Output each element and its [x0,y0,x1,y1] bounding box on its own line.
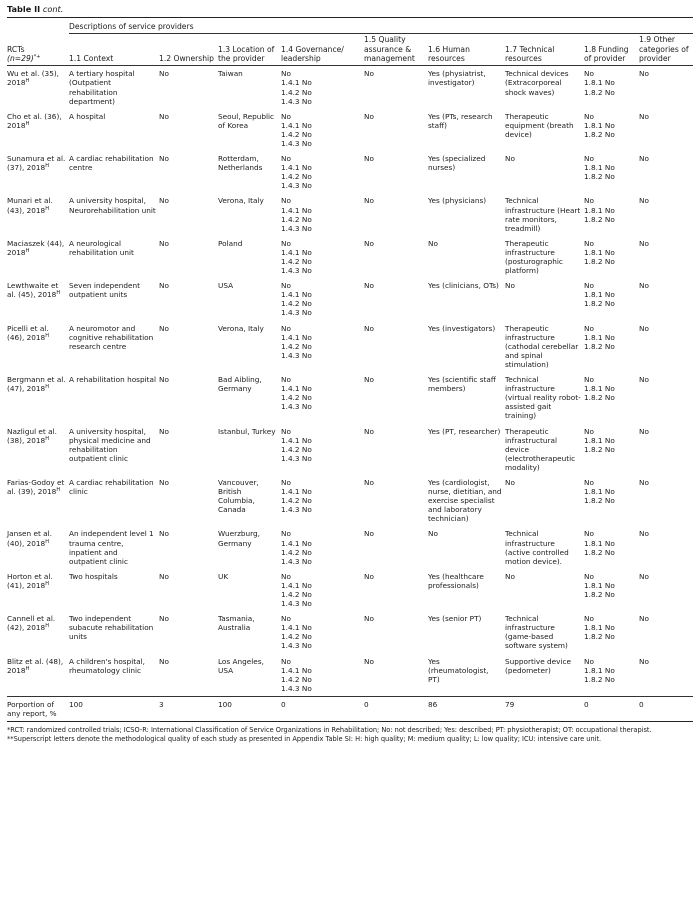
funding-item: No [584,323,594,333]
governance-cell [281,109,364,151]
governance-item: No [281,529,291,539]
funding-item: No [584,529,594,539]
table-row [7,109,693,151]
funding-cell [584,193,639,235]
quality-cell: No [364,196,374,206]
service-providers-table [7,18,693,722]
human-resources-cell: Yes (physiatrist, investigator) [428,69,486,88]
governance-item: 1.4.3 No [281,138,312,148]
governance-cell [281,424,364,475]
funding-item: No [584,154,594,164]
totals-row: Porportion of any report, % 100 3 100 0 0 86 79 0 0 [7,696,693,721]
governance-item: 1.4.1 No [281,538,312,548]
governance-item: No [281,477,291,487]
governance-item: 1.4.2 No [281,129,312,139]
table-body [7,66,693,697]
funding-item: 1.8.2 No [584,590,615,599]
table-row [7,654,693,697]
table-row [7,475,693,526]
funding-item: No [584,281,594,291]
governance-item: No [281,238,291,248]
ownership-cell: No [159,571,169,581]
quality-cell: No [364,238,374,248]
governance-item: 1.4.3 No [281,556,312,566]
table-row [7,278,693,320]
funding-item: 1.8.2 No [584,87,615,97]
quality-grade: H [25,120,30,127]
funding-cell [584,475,639,526]
governance-item: 1.4.2 No [281,547,312,557]
col-ownership: 1.2 Ownership [159,34,218,66]
quality-grade: H [45,205,49,212]
table-page [7,0,693,743]
col-human-resources: 1.6 Human resources [428,34,505,66]
study-cell: Horton et al. (41), $2018^H$ [7,571,53,590]
col-location: 1.3 Location of the provider [218,34,281,66]
ownership-cell: No [159,111,169,121]
study-cell: Maciaszek (44), $2018^H$ [7,238,65,257]
governance-item: No [281,154,291,164]
table-row [7,372,693,423]
governance-item: 1.4.2 No [281,632,312,642]
technical-resources-cell: No [505,477,515,487]
governance-item: 1.4.2 No [281,341,312,351]
governance-item: 1.4.2 No [281,172,312,182]
governance-cell [281,236,364,278]
context-cell: A university hospital, Neurorehabilitation unit [69,196,156,215]
governance-item: 1.4.2 No [281,674,312,684]
funding-item: No [584,238,594,248]
funding-item: No [584,111,594,121]
funding-item: 1.8.1 No [584,205,615,215]
governance-item: No [281,656,291,666]
governance-cell [281,654,364,697]
quality-grade: H [45,384,49,391]
quality-cell: No [364,571,374,581]
table-row [7,424,693,475]
funding-item: 1.8.1 No [584,538,615,548]
technical-resources-cell: Therapeutic infrastructure (posturographic platform) [505,238,563,276]
technical-resources-cell: No [505,154,515,164]
location-cell: UK [218,571,229,581]
funding-cell [584,109,639,151]
governance-item: 1.4.2 No [281,393,312,403]
governance-item: 1.4.1 No [281,487,312,497]
quality-grade: H [45,163,49,170]
ownership-cell: No [159,656,169,666]
location-cell: Rotterdam, Netherlands [218,154,263,173]
quality-cell: No [364,477,374,487]
context-cell: An independent level 1 trauma centre, inpatient and outpatient clinic [69,529,154,566]
funding-item: No [584,571,594,581]
col-technical-resources: 1.7 Technical resources [505,34,584,66]
ownership-cell: No [159,614,169,624]
governance-item: 1.4.3 No [281,641,312,651]
study-cell: Cannell et al. (42), $2018^H$ [7,614,56,633]
other-cell: No [639,69,649,79]
funding-item: No [584,69,594,79]
footnote: *RCT: randomized controlled trials; ICSO-R: International Classification of Service Organizations in Rehabilitation; No: not described; Yes: described; PT: physiotherapist; OT: occupational therapist. [7,726,652,735]
governance-cell [281,475,364,526]
funding-item: 1.8.2 No [584,172,615,182]
governance-cell [281,151,364,193]
funding-item: 1.8.1 No [584,435,615,445]
col-context: 1.1 Context [69,34,159,66]
human-resources-cell: Yes (cardiologist, nurse, dietitian, and exercise specialist and laboratory technician) [428,477,502,524]
human-resources-cell: Yes (investigators) [428,323,496,333]
quality-grade: H [45,332,49,339]
funding-item: 1.8.2 No [584,341,615,351]
context-cell: A tertiary hospital (Outpatient rehabilitation department) [69,69,135,106]
quality-grade: H [25,247,30,254]
study-cell: Cho et al. (36), $2018^H$ [7,111,62,130]
study-cell: Bergmann et al. (47), $2018^H$ [7,375,66,394]
other-cell: No [639,238,649,248]
governance-item: 1.4.3 No [281,308,312,318]
technical-resources-cell: Technical infrastructure (virtual reality robot-assisted gait training) [505,375,581,421]
governance-item: No [281,323,291,333]
other-cell: No [639,571,649,581]
technical-resources-cell: No [505,281,515,291]
other-cell: No [639,477,649,487]
funding-cell [584,526,639,568]
table-row [7,193,693,235]
human-resources-cell: Yes (scientific staff members) [428,375,496,394]
funding-cell [584,569,639,611]
context-cell: Seven independent outpatient units [69,281,140,300]
technical-resources-cell: Therapeutic infrastructure (cathodal cerebellar and spinal stimulation) [505,323,579,369]
governance-item: No [281,69,291,79]
funding-item: 1.8.1 No [584,120,615,130]
funding-item: No [584,375,594,385]
governance-item: No [281,426,291,436]
governance-item: 1.4.1 No [281,435,312,445]
col-other: 1.9 Other categories of provider [639,34,693,66]
quality-cell: No [364,281,374,291]
governance-cell [281,278,364,320]
funding-item: 1.8.2 No [584,393,615,403]
quality-grade: H [45,435,49,442]
table-row [7,151,693,193]
location-cell: Verona, Italy [218,323,264,333]
governance-item: 1.4.1 No [281,78,312,88]
technical-resources-cell: Therapeutic equipment (breath device) [505,111,574,139]
col-quality: 1.5 Quality assurance & management [364,34,428,66]
funding-item: 1.8.1 No [584,665,615,675]
funding-item: 1.8.2 No [584,444,615,454]
location-cell: Tasmania, Australia [218,614,255,633]
other-cell: No [639,111,649,121]
governance-item: 1.4.2 No [281,87,312,97]
funding-item: No [584,426,594,436]
human-resources-cell: Yes (clinicians, OTs) [428,281,499,291]
context-cell: Two hospitals [69,571,118,581]
governance-item: 1.4.2 No [281,496,312,506]
governance-item: No [281,375,291,385]
human-resources-cell: No [428,238,438,248]
quality-grade: H [56,290,61,297]
human-resources-cell: Yes (specialized nurses) [428,154,486,173]
funding-item: 1.8.1 No [584,487,615,497]
governance-item: No [281,196,291,206]
table-row [7,569,693,611]
human-resources-cell: No [428,529,438,539]
funding-item: 1.8.2 No [584,674,615,684]
ownership-cell: No [159,238,169,248]
governance-item: 1.4.1 No [281,384,312,394]
governance-item: 1.4.3 No [281,266,312,276]
context-cell: A rehabilitation hospital [69,375,156,385]
quality-cell: No [364,529,374,539]
funding-item: 1.8.1 No [584,247,615,257]
context-cell: A cardiac rehabilitation clinic [69,477,154,497]
technical-resources-cell: No [505,571,515,581]
human-resources-cell: Yes (healthcare professionals) [428,571,484,590]
location-cell: USA [218,281,234,291]
funding-item: 1.8.2 No [584,214,615,224]
location-cell: Vancouver, British Columbia, Canada [218,477,259,515]
funding-item: 1.8.2 No [584,632,615,642]
table-row [7,66,693,109]
funding-item: No [584,614,594,624]
quality-cell: No [364,323,374,333]
table-row [7,236,693,278]
governance-item: 1.4.3 No [281,599,312,609]
funding-item: 1.8.1 No [584,78,615,88]
funding-item: 1.8.1 No [584,163,615,173]
study-cell: Jansen et al. (40), $2018^H$ [7,529,52,548]
governance-item: No [281,614,291,624]
other-cell: No [639,375,649,385]
context-cell: A neuromotor and cognitive rehabilitation research centre [69,323,154,351]
funding-cell [584,611,639,653]
technical-resources-cell: Technical infrastructure (Heart rate monitors, treadmill) [505,196,581,233]
governance-item: No [281,111,291,121]
group-header: Descriptions of service providers [69,18,693,34]
governance-item: 1.4.1 No [281,247,312,257]
location-cell: Bad Aibling, Germany [218,375,262,394]
study-cell: Wu et al. (35), $2018^H$ [7,69,60,88]
governance-item: 1.4.1 No [281,665,312,675]
governance-item: No [281,281,291,291]
study-cell: Farias-Godoy et al. (39), $2018^H$ [7,477,65,497]
other-cell: No [639,281,649,291]
quality-cell: No [364,111,374,121]
funding-item: 1.8.1 No [584,332,615,342]
funding-cell [584,278,639,320]
table-footnotes [7,726,693,743]
quality-grade: H [56,487,61,494]
ownership-cell: No [159,154,169,164]
other-cell: No [639,426,649,436]
funding-item: 1.8.2 No [584,299,615,309]
funding-cell [584,321,639,372]
study-cell: Nazligul et al. (38), $2018^H$ [7,426,57,445]
governance-item: 1.4.1 No [281,580,312,590]
quality-grade: H [25,78,30,85]
location-cell: Los Angeles, USA [218,656,264,675]
funding-item: 1.8.1 No [584,623,615,633]
funding-item: 1.8.2 No [584,547,615,557]
technical-resources-cell: Supportive device (pedometer) [505,656,571,675]
funding-cell [584,372,639,423]
governance-item: 1.4.2 No [281,444,312,454]
other-cell: No [639,656,649,666]
human-resources-cell: Yes (PTs, research staff) [428,111,493,130]
col-funding: 1.8 Funding of provider [584,34,639,66]
location-cell: Verona, Italy [218,196,264,206]
funding-item: 1.8.2 No [584,257,615,266]
funding-cell [584,236,639,278]
ownership-cell: No [159,323,169,333]
governance-item: 1.4.3 No [281,402,312,412]
quality-grade: H [45,580,49,587]
context-cell: Two independent subacute rehabilitation units [69,614,154,642]
col-governance: 1.4 Governance/ leadership [281,34,364,66]
governance-cell [281,66,364,109]
governance-item: 1.4.1 No [281,332,312,342]
governance-item: 1.4.3 No [281,505,312,515]
context-cell: A neurological rehabilitation unit [69,238,134,257]
study-cell: Lewthwaite et al. (45), $2018^H$ [7,281,61,300]
governance-cell [281,372,364,423]
governance-item: 1.4.2 No [281,214,312,224]
other-cell: No [639,154,649,164]
quality-grade: H [45,538,49,545]
caption-suffix: cont. [42,4,64,14]
other-cell: No [639,529,649,539]
human-resources-cell: Yes (PT, researcher) [428,426,501,436]
governance-item: 1.4.3 No [281,350,312,360]
table-row [7,611,693,653]
funding-cell [584,424,639,475]
governance-cell [281,193,364,235]
location-cell: Poland [218,238,243,248]
governance-cell [281,526,364,568]
funding-item: 1.8.1 No [584,580,615,590]
other-cell: No [639,323,649,333]
quality-grade: H [25,665,30,672]
ownership-cell: No [159,69,169,79]
funding-cell [584,66,639,109]
funding-item: 1.8.1 No [584,290,615,300]
governance-item: 1.4.3 No [281,223,312,233]
technical-resources-cell: Technical devices (Extracorporeal shock waves) [505,69,569,97]
table-row [7,321,693,372]
ownership-cell: No [159,529,169,539]
funding-item: No [584,656,594,666]
governance-item: 1.4.3 No [281,181,312,191]
quality-grade: H [45,623,49,630]
location-cell: Wuerzburg, Germany [218,529,260,548]
technical-resources-cell: Therapeutic infrastructural device (electrotherapeutic modality) [505,426,576,472]
study-cell: Blitz et al. (48), $2018^H$ [7,656,64,675]
column-header-row [7,34,693,66]
funding-item: No [584,196,594,206]
funding-item: No [584,477,594,487]
footnote: **Superscript letters denote the methodological quality of each study as presented in Appendix Table SI: H: high quality; M: medium quality; L: low quality; ICU: intensive care unit. [7,734,602,743]
governance-item: 1.4.3 No [281,96,312,106]
technical-resources-cell: Technical infrastructure (game-based software system) [505,614,568,651]
governance-item: 1.4.1 No [281,163,312,173]
governance-item: 1.4.2 No [281,590,312,599]
context-cell: A hospital [69,111,106,121]
governance-cell [281,569,364,611]
other-cell: No [639,614,649,624]
ownership-cell: No [159,196,169,206]
quality-cell: No [364,426,374,436]
quality-cell: No [364,154,374,164]
context-cell: A university hospital, physical medicine and rehabilitation outpatient clinic [69,426,151,463]
governance-item: 1.4.1 No [281,290,312,300]
context-cell: A cardiac rehabilitation centre [69,154,154,173]
funding-cell [584,151,639,193]
human-resources-cell: Yes (rheumatologist, PT) [428,656,489,684]
ownership-cell: No [159,375,169,385]
study-cell: Picelli et al. (46), $2018^H$ [7,323,49,342]
human-resources-cell: Yes (physicians) [428,196,487,206]
governance-item: 1.4.1 No [281,205,312,215]
quality-cell: No [364,375,374,385]
quality-cell: No [364,69,374,79]
governance-item: 1.4.3 No [281,453,312,463]
governance-item: No [281,571,291,581]
funding-item: 1.8.2 No [584,496,615,506]
funding-item: 1.8.1 No [584,384,615,394]
ownership-cell: No [159,426,169,436]
table-row [7,526,693,568]
governance-item: 1.4.2 No [281,299,312,309]
context-cell: A children's hospital, rheumatology clinic [69,656,145,675]
governance-item: 1.4.1 No [281,623,312,633]
human-resources-cell: Yes (senior PT) [428,614,482,624]
funding-item: 1.8.2 No [584,129,615,139]
caption-label: Table II [7,4,41,14]
study-cell: Sunamura et al. (37), $2018^H$ [7,154,66,173]
location-cell: Istanbul, Turkey [218,426,276,436]
other-cell: No [639,196,649,206]
location-cell: Taiwan [218,69,243,79]
totals-label: Porportion of any report, % [7,696,69,721]
col-rcts: RCTs (n=29)*+ [7,34,69,66]
ownership-cell: No [159,477,169,487]
governance-item: 1.4.1 No [281,120,312,130]
quality-cell: No [364,656,374,666]
funding-cell [584,654,639,697]
governance-item: 1.4.2 No [281,257,312,266]
location-cell: Seoul, Republic of Korea [218,111,275,130]
table-caption [7,3,693,15]
governance-item: 1.4.3 No [281,683,312,693]
quality-cell: No [364,614,374,624]
ownership-cell: No [159,281,169,291]
governance-cell [281,611,364,653]
study-cell: Munari et al. (43), $2018^H$ [7,196,53,215]
technical-resources-cell: Technical infrastructure (active controlled motion device). [505,529,569,566]
governance-cell [281,321,364,372]
group-header-row [7,18,693,34]
